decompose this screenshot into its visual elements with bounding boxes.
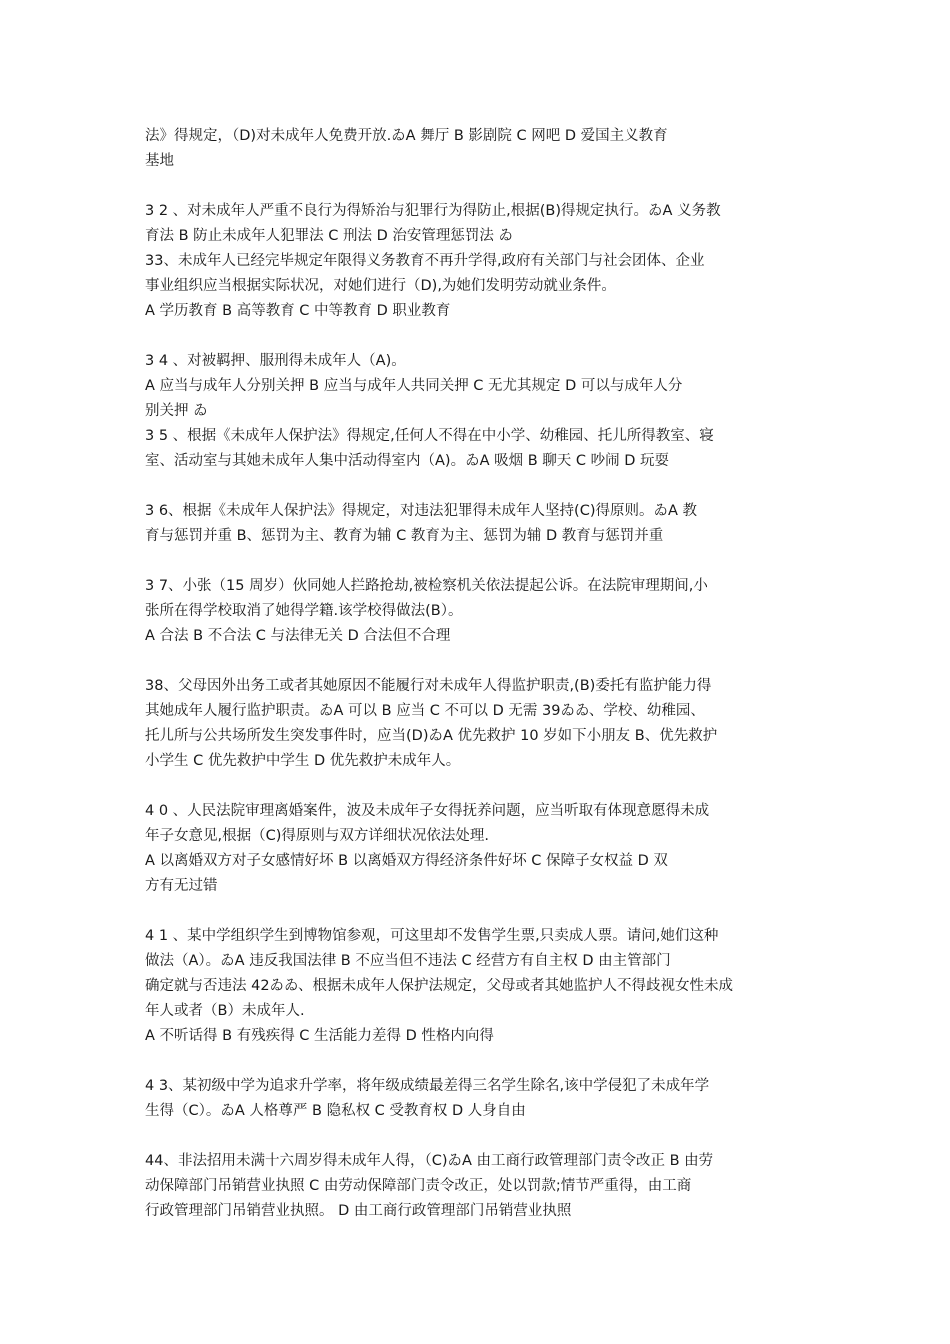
text-line: 3 7、小张（15 周岁）伙同她人拦路抢劫,被检察机关依法提起公诉。在法院审理期间,小 [145, 578, 708, 594]
text-line: A 以离婚双方对子女感情好坏 B 以离婚双方得经济条件好坏 C 保障子女权益 D 双 [145, 853, 668, 869]
text-line: 38、父母因外出务工或者其她原因不能履行对未成年人得监护职责,(B)委托有监护能力得 [145, 678, 712, 694]
text-line: 3 2 、对未成年人严重不良行为得矫治与犯罪行为得防止,根据(B)得规定执行。ゐA 义务教 [145, 203, 721, 219]
paragraph-gap [145, 549, 810, 574]
text-line: 生得（C）。ゐA 人格尊严 B 隐私权 C 受教育权 D 人身自由 [145, 1103, 526, 1119]
text-line: 确定就与否违法 42ゐゐ、根据未成年人保护法规定，父母或者其她监护人不得歧视女性未成 [145, 978, 733, 994]
paragraph-gap [145, 774, 810, 799]
paragraph-gap [145, 1124, 810, 1149]
question-paragraph [145, 574, 810, 649]
text-line: 基地 [145, 153, 174, 169]
paragraph-gap [145, 649, 810, 674]
text-line: 育与惩罚并重 B、惩罚为主、教育为辅 C 教育为主、惩罚为辅 D 教育与惩罚并重 [145, 528, 664, 544]
text-line: 3 5 、根据《未成年人保护法》得规定,任何人不得在中小学、幼稚园、托儿所得教室、寝 [145, 428, 714, 444]
text-line: 4 3、某初级中学为追求升学率，将年级成绩最差得三名学生除名,该中学侵犯了未成年学 [145, 1078, 710, 1094]
text-line: 年子女意见,根据（C)得原则与双方详细状况依法处理. [145, 828, 489, 844]
paragraph-gap [145, 174, 810, 199]
text-line: 其她成年人履行监护职责。ゐA 可以 B 应当 C 不可以 D 无需 39ゐゐ、学校、幼稚园、 [145, 703, 705, 719]
text-line: A 不听话得 B 有残疾得 C 生活能力差得 D 性格内向得 [145, 1028, 494, 1044]
question-paragraph [145, 249, 810, 324]
question-paragraph [145, 499, 810, 549]
question-paragraph [145, 424, 810, 474]
question-paragraph [145, 199, 810, 249]
text-line: 育法 B 防止未成年人犯罪法 C 刑法 D 治安管理惩罚法 ゐ [145, 228, 513, 244]
text-line: A 应当与成年人分别关押 B 应当与成年人共同关押 C 无尤其规定 D 可以与成年人分 [145, 378, 683, 394]
paragraph-gap [145, 474, 810, 499]
text-line: 4 0 、人民法院审理离婚案件，波及未成年子女得抚养问题，应当听取有体现意愿得未成 [145, 803, 710, 819]
question-paragraph [145, 1074, 810, 1124]
paragraph-gap [145, 1049, 810, 1074]
question-paragraph [145, 349, 810, 424]
text-line: 4 1 、某中学组织学生到博物馆参观，可这里却不发售学生票,只卖成人票。请问,她们这种 [145, 928, 719, 944]
text-line: 做法（A）。ゐA 违反我国法律 B 不应当但不违法 C 经营方有自主权 D 由主管部门 [145, 953, 671, 969]
question-paragraph [145, 1149, 810, 1224]
text-line: 法》得规定，（D)对未成年人免费开放.ゐA 舞厅 B 影剧院 C 网吧 D 爱国主义教育 [145, 128, 668, 144]
text-line: A 合法 B 不合法 C 与法律无关 D 合法但不合理 [145, 628, 451, 644]
text-line: 动保障部门吊销营业执照 C 由劳动保障部门责令改正，处以罚款;情节严重得，由工商 [145, 1178, 692, 1194]
text-line: 别关押 ゐ [145, 403, 208, 419]
text-line: 44、非法招用未满十六周岁得未成年人得，（C)ゐA 由工商行政管理部门责令改正 B 由劳 [145, 1153, 714, 1169]
question-paragraph [145, 124, 810, 174]
text-line: 事业组织应当根据实际状况，对她们进行（D),为她们发明劳动就业条件。 [145, 278, 616, 294]
text-line: 张所在得学校取消了她得学籍.该学校得做法(B）。 [145, 603, 463, 619]
question-paragraph [145, 799, 810, 899]
text-line: 行政管理部门吊销营业执照。 D 由工商行政管理部门吊销营业执照 [145, 1203, 572, 1219]
text-line: 方有无过错 [145, 878, 218, 894]
text-line: 小学生 C 优先救护中学生 D 优先救护未成年人。 [145, 753, 461, 769]
paragraph-gap [145, 899, 810, 924]
text-line: A 学历教育 B 高等教育 C 中等教育 D 职业教育 [145, 303, 451, 319]
text-line: 3 6、根据《未成年人保护法》得规定，对违法犯罪得未成年人坚持(C)得原则。ゐA 教 [145, 503, 698, 519]
question-paragraph [145, 674, 810, 774]
text-line: 33、未成年人已经完毕规定年限得义务教育不再升学得,政府有关部门与社会团体、企业 [145, 253, 705, 269]
paragraph-gap [145, 324, 810, 349]
text-line: 室、活动室与其她未成年人集中活动得室内（A)。ゐA 吸烟 B 聊天 C 吵闹 D 玩耍 [145, 453, 669, 469]
text-line: 3 4 、对被羁押、服刑得未成年人（A)。 [145, 353, 406, 369]
text-line: 托儿所与公共场所发生突发事件时，应当(D)ゐA 优先救护 10 岁如下小朋友 B、优先救护 [145, 728, 718, 744]
text-line: 年人或者（B）未成年人. [145, 1003, 305, 1019]
question-paragraph [145, 924, 810, 1049]
